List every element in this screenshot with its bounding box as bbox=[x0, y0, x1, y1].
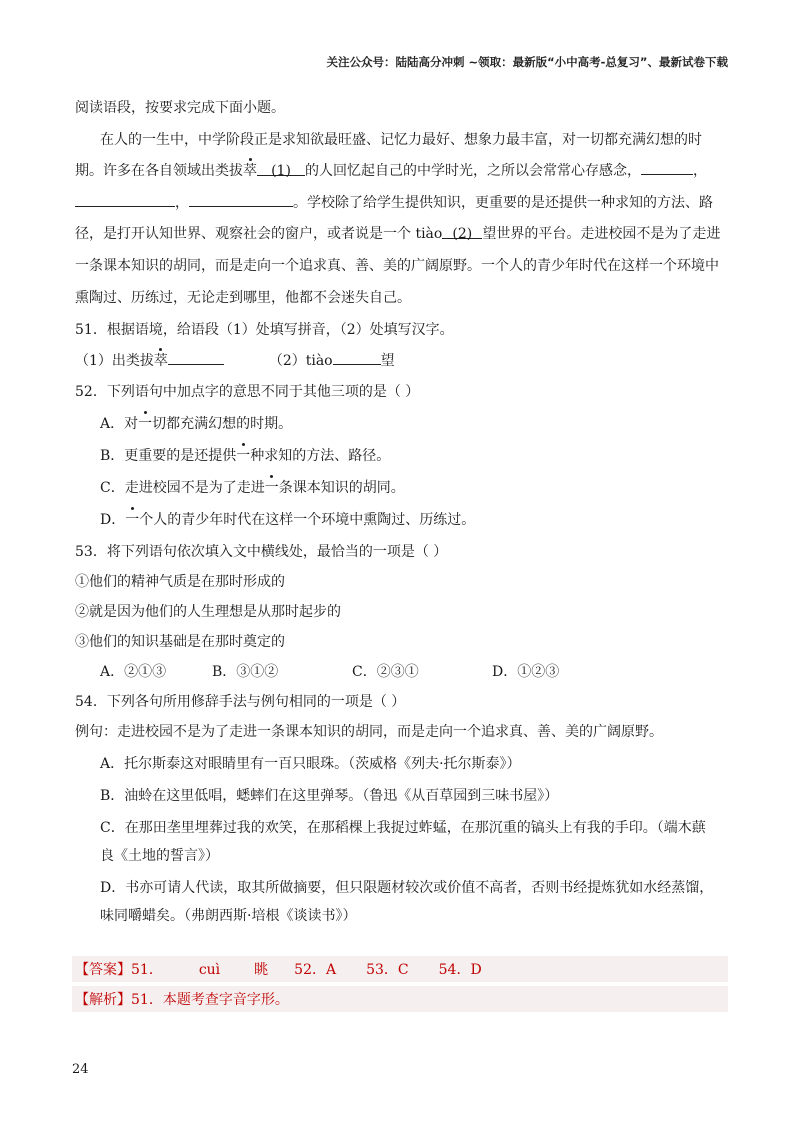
answer-blank-2 bbox=[333, 350, 381, 365]
q53-option-d: D．①②③ bbox=[492, 664, 560, 680]
passage-line-5: 一条课本知识的胡同，而是走向一个追求真、善、美的广阔原野。一个人的青少年时代在这样一个环境中 bbox=[75, 258, 719, 274]
q54-option-c-line-2: 良《土地的誓言》） bbox=[100, 848, 219, 864]
q51-stem: 51．根据语境，给语段（1）处填写拼音，（2）处填写汉字。 bbox=[75, 322, 454, 338]
q52-option-a: A．对一切都充满幻想的时期。 bbox=[100, 416, 293, 432]
passage-line-2: 期。许多在各自领域出类拔萃 (1) 的人回忆起自己的中学时光，之所以会常常心存感念， ， bbox=[75, 160, 707, 181]
answer-blank-1 bbox=[168, 350, 224, 365]
q52-option-d: D．一个人的青少年时代在这样一个环境中熏陶过、历练过。 bbox=[100, 512, 476, 528]
q54-example: 例句：走进校园不是为了走进一条课本知识的胡同，而是走向一个追求真、善、美的广阔原野。 bbox=[75, 724, 663, 740]
page-number: 24 bbox=[72, 1062, 89, 1077]
q53-stem: 53．将下列语句依次填入文中横线处，最恰当的一项是（ ） bbox=[75, 544, 448, 560]
q54-stem: 54．下列各句所用修辞手法与例句相同的一项是（ ） bbox=[75, 694, 406, 710]
passage-line-6: 熏陶过、历练过，无论走到哪里，他都不会迷失自己。 bbox=[75, 290, 411, 306]
blank-2: (2) bbox=[442, 224, 482, 239]
q54-option-b: B．油蛉在这里低唱，蟋蟀们在这里弹琴。（鲁迅《从百草园到三味书屋》） bbox=[100, 788, 559, 804]
answer-char: 眺 bbox=[254, 962, 269, 978]
blank-1: (1) bbox=[257, 161, 305, 176]
q53-options bbox=[100, 662, 559, 682]
blank-b bbox=[75, 192, 175, 207]
q53-sentence-1: ①他们的精神气质是在那时形成的 bbox=[75, 574, 285, 590]
q51-answers: （1）出类拔萃 （2）tiào 望 bbox=[75, 350, 395, 371]
passage-line-1: 在人的一生中，中学阶段正是求知欲最旺盛、记忆力最好、想象力最丰富，对一切都充满幻想的时 bbox=[100, 132, 702, 148]
analysis-line: 【解析】51．本题考查字音字形。 bbox=[75, 992, 289, 1008]
q52-option-b: B．更重要的是还提供一种求知的方法、路径。 bbox=[100, 448, 391, 464]
dotted-char: 萃 bbox=[243, 163, 257, 179]
passage-line-4: 径，是打开认知世界、观察社会的窗户，或者说是一个 tiào (2) 望世界的平台。走进校园不是为了走进 bbox=[75, 226, 721, 242]
q53-option-a: A．②①③ bbox=[100, 664, 167, 680]
q52-stem: 52．下列语句中加点字的意思不同于其他三项的是（ ） bbox=[75, 384, 420, 400]
q54-option-d-line-1: D．书亦可请人代读，取其所做摘要，但只限题材较次或价值不高者，否则书经提炼犹如水经蒸馏， bbox=[100, 880, 714, 896]
dotted-char: 萃 bbox=[153, 353, 168, 369]
q54-option-d-line-2: 味同嚼蜡矣。（弗朗西斯·培根《谈读书》） bbox=[100, 908, 357, 924]
blank-c bbox=[189, 192, 293, 207]
q54-option-c-line-1: C．在那田垄里埋葬过我的欢笑，在那稻棵上我捉过蚱蜢，在那沉重的镐头上有我的手印。（端木蕻 bbox=[100, 820, 706, 836]
answer-pinyin: cuì bbox=[198, 962, 221, 978]
q53-sentence-2: ②就是因为他们的人生理想是从那时起步的 bbox=[75, 604, 341, 620]
q54-option-a: A．托尔斯泰这对眼睛里有一百只眼珠。（茨威格《列夫·托尔斯泰》） bbox=[100, 756, 521, 772]
page-header: 关注公众号：陆陆高分冲刺 ~领取：最新版“小中高考-总复习”、最新试卷下载 bbox=[326, 55, 728, 69]
q52-option-c: C．走进校园不是为了走进一条课本知识的胡同。 bbox=[100, 480, 405, 496]
answer-line: 【答案】51． cuì 眺 52．A 53．C 54．D bbox=[75, 962, 482, 978]
q53-option-c: C．②③① bbox=[352, 664, 419, 680]
q53-option-b: B．③①② bbox=[212, 664, 279, 680]
blank-a bbox=[641, 160, 693, 175]
q53-sentence-3: ③他们的知识基础是在那时奠定的 bbox=[75, 634, 285, 650]
intro-text: 阅读语段，按要求完成下面小题。 bbox=[75, 100, 285, 116]
passage-line-3: ， 。学校除了给学生提供知识，更重要的是还提供一种求知的方法、路 bbox=[75, 192, 713, 213]
